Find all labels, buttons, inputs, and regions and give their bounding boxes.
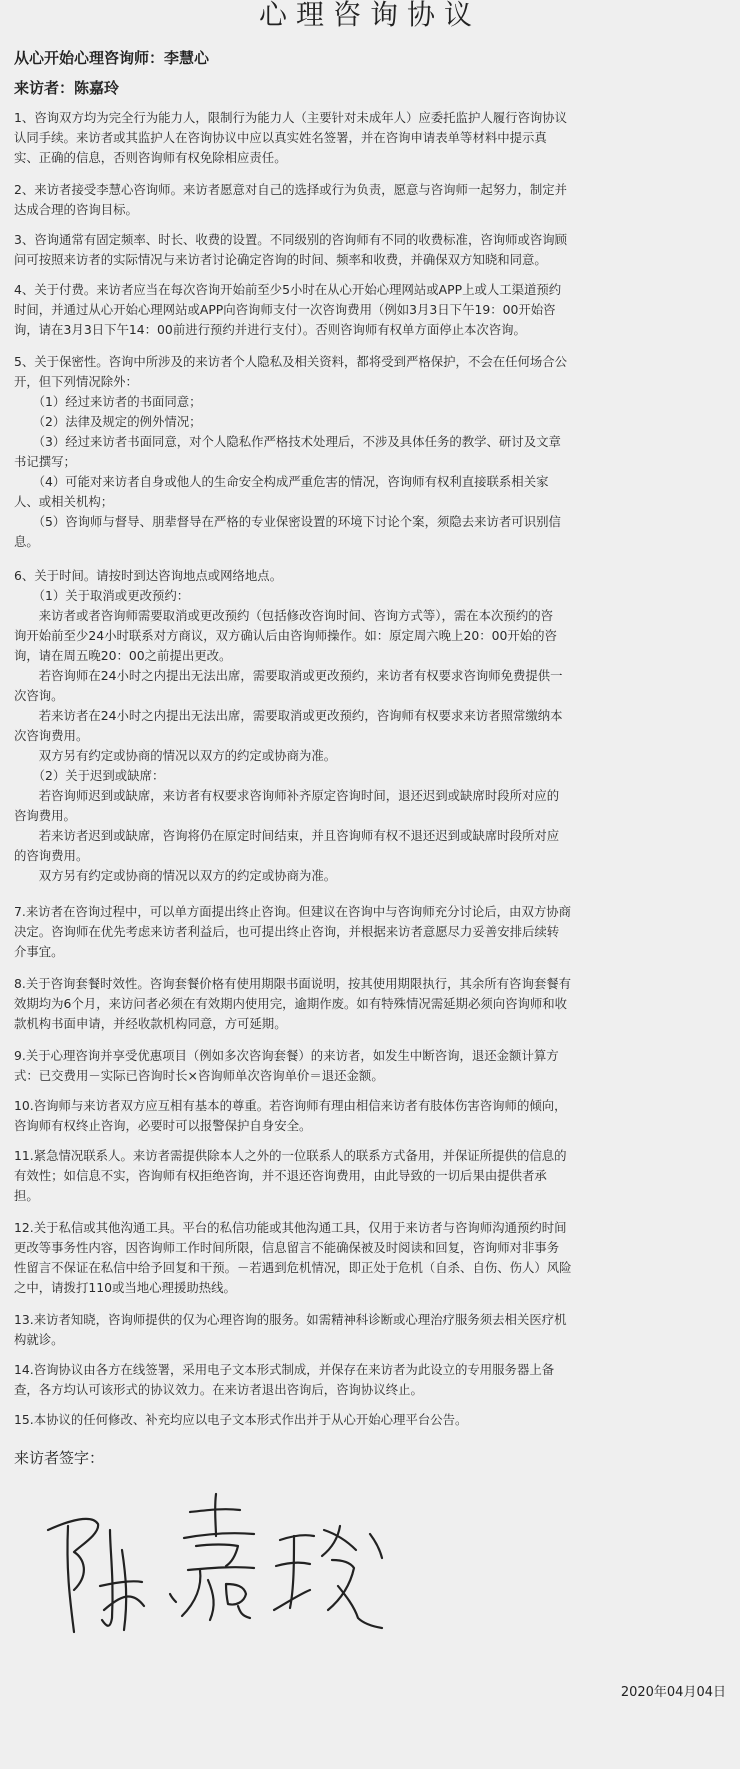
clause-7: [14, 902, 726, 962]
clause-1: [14, 108, 726, 168]
counselor-name: 从心开始心理咨询师：李慧心: [14, 49, 210, 67]
clause-line: 效期均为6个月，来访问者必须在有效期内使用完，逾期作废。如有特殊情况需延期必须向咨询师和收: [14, 996, 568, 1011]
clause-line: 双方另有约定或协商的情况以双方的约定或协商为准。: [14, 748, 337, 763]
clause-line: 若来访者迟到或缺席，咨询将仍在原定时间结束，并且咨询师有权不退还迟到或缺席时段所对应: [14, 828, 560, 843]
clause-line: 的咨询费用。: [14, 848, 89, 863]
clause-line: （1）关于取消或更改预约：: [14, 588, 190, 603]
handwritten-signature: [40, 1490, 410, 1640]
clause-line: 询开始前至少24小时联系对方商议，双方确认后由咨询师操作。如：原定周六晚上20：00开始的咨: [14, 628, 557, 643]
clause-4: [14, 280, 726, 340]
clause-line: 询，请在3月3日下午14：00前进行预约并进行支付）。否则咨询师有权单方面停止本次咨询。: [14, 322, 526, 337]
clause-line: 若咨询师迟到或缺席，来访者有权要求咨询师补齐原定咨询时间，退还迟到或缺席时段所对应的: [14, 788, 560, 803]
clause-13: [14, 1310, 726, 1350]
clause-line: 1、咨询双方均为完全行为能力人，限制行为能力人（主要针对未成年人）应委托监护人履行咨询协议: [14, 110, 568, 125]
clause-line: 开，但下列情况除外：: [14, 374, 138, 389]
clause-line: 2、来访者接受李慧心咨询师。来访者愿意对自己的选择或行为负责，愿意与咨询师一起努力，制定并: [14, 182, 568, 197]
clause-line: 9.关于心理咨询并享受优惠项目（例如多次咨询套餐）的来访者，如发生中断咨询，退还金额计算方: [14, 1048, 559, 1063]
clause-12: [14, 1218, 726, 1298]
clause-line: 达成合理的咨询目标。: [14, 202, 138, 217]
clause-line: 息。: [14, 534, 39, 549]
clause-line: 双方另有约定或协商的情况以双方的约定或协商为准。: [14, 868, 337, 883]
clause-line: 4、关于付费。来访者应当在每次咨询开始前至少5小时在从心开始心理网站或APP上或人工渠道预约: [14, 282, 562, 297]
clause-line: 12.关于私信或其他沟通工具。平台的私信功能或其他沟通工具，仅用于来访者与咨询师沟通预约时间: [14, 1220, 567, 1235]
clause-line: 次咨询费用。: [14, 728, 89, 743]
clause-line: 认同手续。来访者或其监护人在咨询协议中应以真实姓名签署，并在咨询申请表单等材料中提示真: [14, 130, 547, 145]
clause-line: 式：已交费用－实际已咨询时长×咨询师单次咨询单价＝退还金额。: [14, 1068, 384, 1083]
clause-line: （3）经过来访者书面同意，对个人隐私作严格技术处理后，不涉及具体任务的教学、研讨及文章: [14, 434, 561, 449]
clause-line: 有效性；如信息不实，咨询师有权拒绝咨询，并不退还咨询费用，由此导致的一切后果由提供者承: [14, 1168, 547, 1183]
signature-date: 2020年04月04日: [620, 1685, 726, 1700]
clause-line: 之中，请拨打110或当地心理援助热线。: [14, 1280, 236, 1295]
clause-line: 次咨询。: [14, 688, 64, 703]
clause-8: [14, 974, 726, 1034]
clause-line: 若来访者在24小时之内提出无法出席，需要取消或更改预约，咨询师有权要求来访者照常缴纳本: [14, 708, 563, 723]
clause-line: 14.咨询协议由各方在线签署，采用电子文本形式制成，并保存在来访者为此设立的专用服务器上备: [14, 1362, 555, 1377]
clause-line: 时间，并通过从心开始心理网站或APP向咨询师支付一次咨询费用（例如3月3日下午19：00开始咨: [14, 302, 556, 317]
clause-line: （4）可能对来访者自身或他人的生命安全构成严重危害的情况，咨询师有权利直接联系相关家: [14, 474, 549, 489]
clause-line: （1）经过来访者的书面同意；: [14, 394, 202, 409]
clause-line: 人、或相关机构；: [14, 494, 114, 509]
clause-line: 13.来访者知晓，咨询师提供的仅为心理咨询的服务。如需精神科诊断或心理治疗服务须去相关医疗机: [14, 1312, 567, 1327]
clause-line: 10.咨询师与来访者双方应互相有基本的尊重。若咨询师有理由相信来访者有肢体伤害咨询师的倾向，: [14, 1098, 567, 1113]
clause-line: 更改等事务性内容，因咨询师工作时间所限，信息留言不能确保被及时阅读和回复，咨询师对非事务: [14, 1240, 560, 1255]
clause-line: 问可按照来访者的实际情况与来访者讨论确定咨询的时间、频率和收费，并确保双方知晓和同意。: [14, 252, 547, 267]
clause-line: 介事宜。: [14, 944, 64, 959]
clause-line: 3、咨询通常有固定频率、时长、收费的设置。不同级别的咨询师有不同的收费标准，咨询师或咨询顾: [14, 232, 568, 247]
clause-3: [14, 230, 726, 270]
clause-11: [14, 1146, 726, 1206]
document-title: 心理咨询协议: [258, 0, 481, 31]
clause-line: 11.紧急情况联系人。来访者需提供除本人之外的一位联系人的联系方式备用，并保证所提供的信息的: [14, 1148, 567, 1163]
clause-line: 查，各方均认可该形式的协议效力。在来访者退出咨询后，咨询协议终止。: [14, 1382, 423, 1397]
clause-line: 来访者或者咨询师需要取消或更改预约（包括修改咨询时间、咨询方式等），需在本次预约的咨: [14, 608, 553, 623]
clause-line: （5）咨询师与督导、朋辈督导在严格的专业保密设置的环境下讨论个案，须隐去来访者可识别信: [14, 514, 561, 529]
clause-line: 决定。咨询师在优先考虑来访者利益后，也可提出终止咨询，并根据来访者意愿尽力妥善安排后续转: [14, 924, 560, 939]
clause-line: 5、关于保密性。咨询中所涉及的来访者个人隐私及相关资料，都将受到严格保护，不会在任何场合公: [14, 354, 568, 369]
signature-label: 来访者签字：: [14, 1449, 105, 1467]
clause-line: 15.本协议的任何修改、补充均应以电子文本形式作出并于从心开始心理平台公告。: [14, 1412, 468, 1427]
clause-9: [14, 1046, 726, 1086]
clause-line: 咨询师有权终止咨询，必要时可以报警保护自身安全。: [14, 1118, 312, 1133]
clause-6: [14, 566, 726, 886]
clause-10: [14, 1096, 726, 1136]
clause-15: [14, 1410, 726, 1430]
clause-line: 担。: [14, 1188, 39, 1203]
clause-line: 7.来访者在咨询过程中，可以单方面提出终止咨询。但建议在咨询中与咨询师充分讨论后，由双方协商: [14, 904, 572, 919]
clause-line: 询，请在周五晚20：00之前提出更改。: [14, 648, 232, 663]
clause-5: [14, 352, 726, 552]
clause-line: 款机构书面申请，并经收款机构同意，方可延期。: [14, 1016, 287, 1031]
clause-line: 8.关于咨询套餐时效性。咨询套餐价格有使用期限书面说明，按其使用期限执行，其余所有咨询套餐有: [14, 976, 572, 991]
clause-line: 性留言不保证在私信中给予回复和干预。－若遇到危机情况，即正处于危机（自杀、自伤、伤人）风险: [14, 1260, 572, 1275]
clause-2: [14, 180, 726, 220]
clause-line: 咨询费用。: [14, 808, 76, 823]
clause-line: 若咨询师在24小时之内提出无法出席，需要取消或更改预约，来访者有权要求咨询师免费提供一: [14, 668, 563, 683]
clause-line: 构就诊。: [14, 1332, 64, 1347]
clause-line: （2）法律及规定的例外情况；: [14, 414, 202, 429]
clause-line: 书记撰写；: [14, 454, 76, 469]
client-name: 来访者：陈嘉玲: [14, 79, 120, 97]
clause-line: 实、正确的信息，否则咨询师有权免除相应责任。: [14, 150, 287, 165]
clause-14: [14, 1360, 726, 1400]
clause-line: （2）关于迟到或缺席：: [14, 768, 165, 783]
clause-line: 6、关于时间。请按时到达咨询地点或网络地点。: [14, 568, 283, 583]
